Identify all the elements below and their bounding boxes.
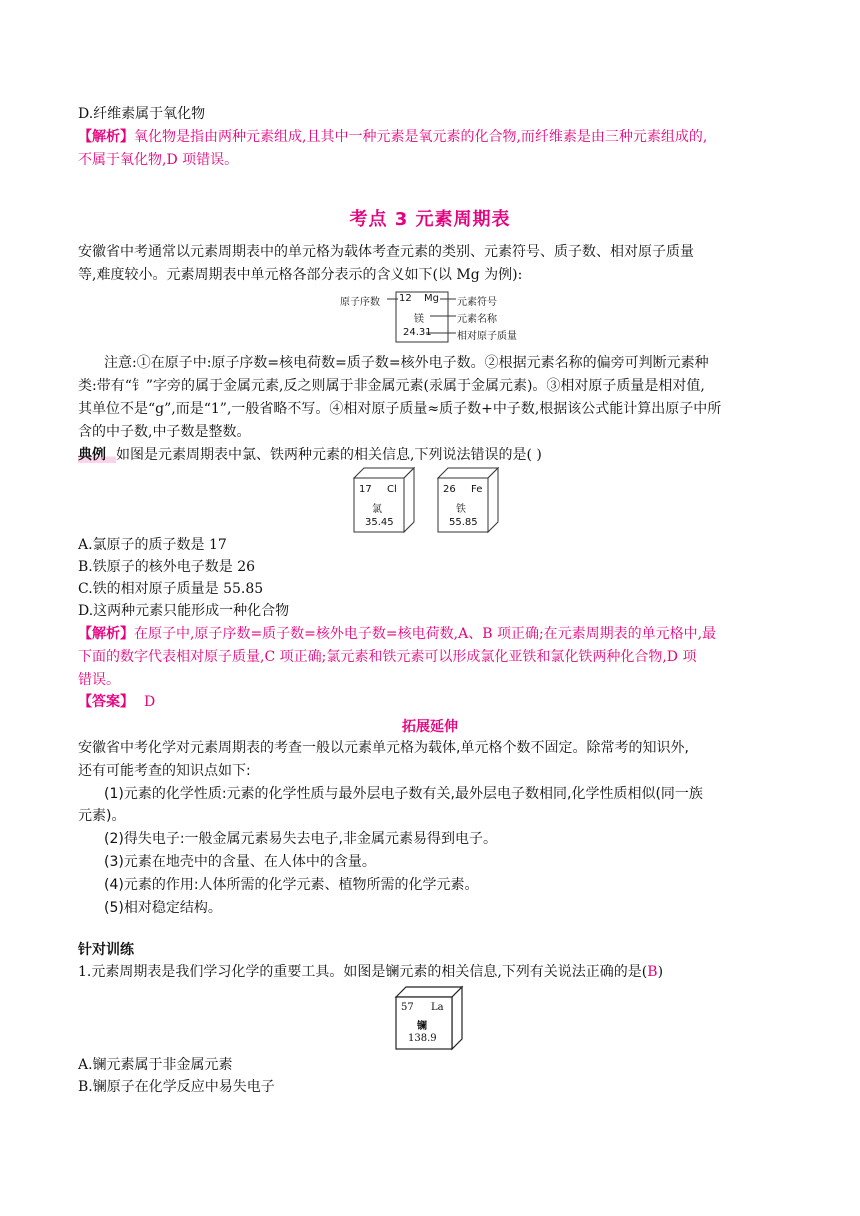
section-title: 考点 3 元素周期表: [349, 209, 511, 230]
example-option-d: D.这两种元素只能形成一种化合物: [78, 603, 290, 619]
analysis-text-2: 不属于氧化物,D 项错误。: [78, 152, 239, 168]
note-line-4: 含的中子数,中子数是整数。: [78, 424, 251, 440]
training-title: 针对训练: [78, 942, 134, 958]
training-question-1: [78, 962, 663, 982]
note-line-1: 注意:①在原子中:原子序数=核电荷数=质子数=核外电子数。②根据元素名称的偏旁可判断元素种: [104, 355, 709, 371]
fe-mass: 55.85: [449, 517, 478, 528]
cl-symbol: Cl: [387, 484, 397, 495]
la-mass: 138.9: [408, 1033, 437, 1044]
training-question-close: ): [657, 964, 664, 980]
analysis-paragraph: [78, 127, 707, 147]
example-option-c: C.铁的相对原子质量是 55.85: [78, 581, 264, 597]
fe-name: 铁: [456, 504, 466, 515]
extension-item-4: (4)元素的作用:人体所需的化学元素、植物所需的化学元素。: [104, 877, 479, 893]
la-name: 镧: [417, 1021, 427, 1032]
example-label: 典例: [78, 447, 116, 463]
extension-item-1: (1)元素的化学性质:元素的化学性质与最外层电子数有关,最外层电子数相同,化学性质相似(同一族: [104, 786, 703, 802]
example-analysis-text-1: 在原子中,原子序数=质子数=核外电子数=核电荷数,A、B 项正确;在元素周期表的单元格中,最: [134, 626, 717, 642]
example-analysis-label: 【解析】: [78, 626, 134, 642]
example-option-b: B.铁原子的核外电子数是 26: [78, 559, 256, 575]
extension-item-1-cont: 元素)。: [78, 808, 126, 824]
cl-mass: 35.45: [365, 517, 394, 528]
la-number: 57: [401, 1002, 414, 1013]
la-symbol: La: [431, 1002, 444, 1013]
mg-name: 镁: [414, 314, 424, 325]
example-answer: [78, 692, 155, 712]
extension-item-2: (2)得失电子:一般金属元素易失去电子,非金属元素易得到电子。: [104, 831, 497, 847]
section-para-1: 安徽省中考通常以元素周期表中的单元格为载体考查元素的类别、元素符号、质子数、相对原子质量: [78, 244, 694, 260]
cl-name: 氯: [372, 504, 382, 515]
answer-label: 【答案】: [78, 694, 134, 710]
example-question-text: 如图是元素周期表中氯、铁两种元素的相关信息,下列说法错误的是( ): [116, 447, 542, 463]
example-analysis-2: 下面的数字代表相对原子质量,C 项正确;氯元素和铁元素可以形成氯化亚铁和氯化铁两种化合物,D 项: [78, 649, 697, 665]
mg-name-label: 元素名称: [457, 314, 497, 325]
training-question-text: 1.元素周期表是我们学习化学的重要工具。如图是镧元素的相关信息,下列有关说法正确的是(: [78, 964, 648, 980]
analysis-text-1: 氧化物是指由两种元素组成,且其中一种元素是氧元素的化合物,而纤维素是由三种元素组成的,: [134, 129, 708, 145]
extension-title: 拓展延伸: [402, 719, 458, 735]
mg-symbol: Mg: [424, 293, 439, 304]
answer-value: D: [144, 694, 156, 710]
fe-number: 26: [443, 484, 456, 495]
note-line-2: 类:带有“钅”字旁的属于金属元素,反之则属于非金属元素(汞属于金属元素)。③相对原子质量是相对值,: [78, 378, 705, 394]
extension-item-5: (5)相对稳定结构。: [104, 900, 222, 916]
training-answer: B: [647, 964, 658, 980]
example-question: [78, 445, 542, 465]
mg-mass: 24.31: [403, 327, 432, 338]
mg-symbol-label: 元素符号: [457, 297, 497, 308]
mg-atomic-number-label: 原子序数: [340, 297, 380, 308]
option-d: D.纤维素属于氧化物: [78, 106, 206, 122]
note-line-3: 其单位不是“g”,而是“1”,一般省略不写。④相对原子质量≈质子数+中子数,根据该公式能计算出原子中所: [78, 401, 722, 417]
example-analysis-1: [78, 624, 716, 644]
extension-line-1: 安徽省中考化学对元素周期表的考查一般以元素单元格为载体,单元格个数不固定。除常考的知识外,: [78, 740, 689, 756]
example-option-a: A.氯原子的质子数是 17: [78, 537, 227, 553]
training-option-b: B.镧原子在化学反应中易失电子: [78, 1079, 275, 1095]
extension-line-2: 还有可能考查的知识点如下:: [78, 763, 251, 779]
extension-item-3: (3)元素在地壳中的含量、在人体中的含量。: [104, 854, 376, 870]
cl-number: 17: [359, 484, 372, 495]
fe-symbol: Fe: [471, 484, 483, 495]
mg-mass-label: 相对原子质量: [457, 331, 517, 342]
mg-atomic-number: 12: [399, 293, 412, 304]
example-analysis-3: 错误。: [78, 672, 120, 688]
analysis-label: 【解析】: [78, 129, 134, 145]
section-para-2: 等,难度较小。元素周期表中单元格各部分表示的含义如下(以 Mg 为例):: [78, 267, 523, 283]
training-option-a: A.镧元素属于非金属元素: [78, 1057, 233, 1073]
